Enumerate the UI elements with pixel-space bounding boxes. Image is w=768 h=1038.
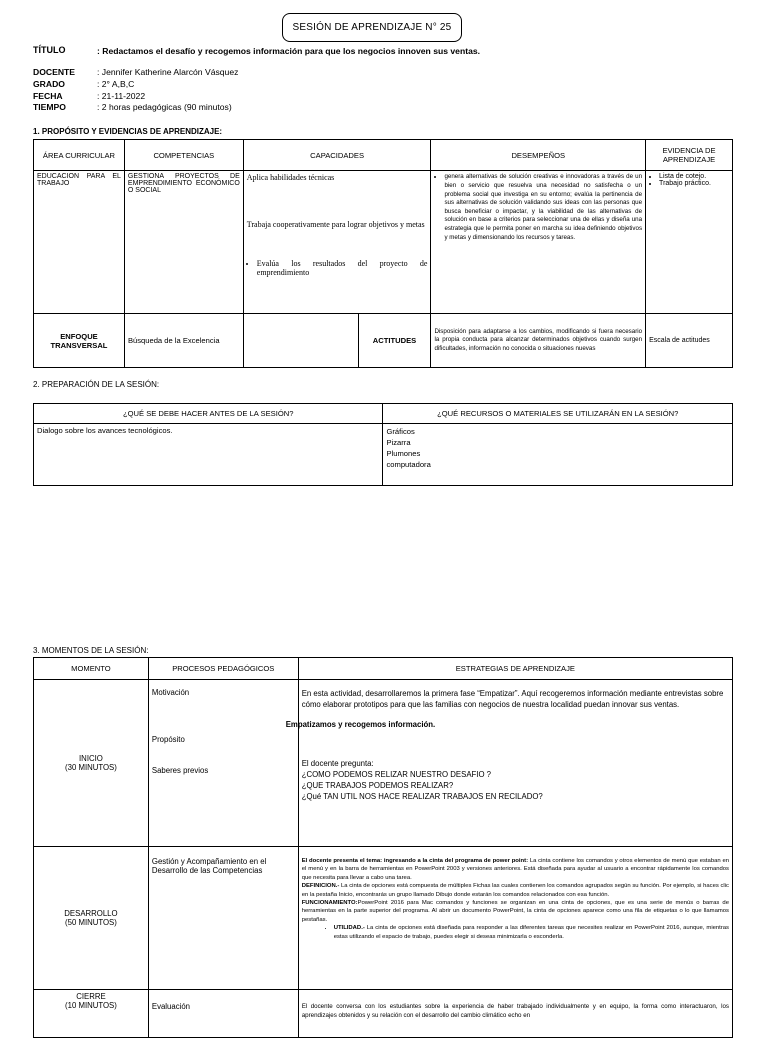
enfoque-value: Búsqueda de la Excelencia: [124, 314, 358, 368]
escala-cell: Escala de actitudes: [646, 314, 733, 368]
dev-bullet-bold: UTILIDAD.-: [333, 925, 365, 932]
dev-p1-text: La cinta contiene los comandos y otros elementos de menú que estaban en el menú y en la barra de herramientas en PowerPoint 2003 y versiones anteriores. Está diseñada para ayudar al usuario a encontrar rápidamente los comandos que necesita para llevar a cabo una tarea.: [301, 858, 729, 881]
dev-p3-bold: FUNCIONAMIENTO:: [301, 900, 358, 907]
recurso-item: computadora: [386, 460, 431, 469]
evidencia-1: • Lista de cotejo.: [659, 173, 729, 180]
recurso-item: Plumones: [386, 449, 421, 458]
area-cell: EDUCACION PARA EL TRABAJO: [34, 171, 125, 368]
section1-heading: 1. PROPÓSITO Y EVIDENCIAS DE APRENDIZAJE:: [33, 127, 223, 136]
recursos-cell: [383, 424, 733, 486]
motivacion-label: Motivación: [151, 688, 190, 697]
dev-p2-text: La cinta de opciones está compuesta de múltiples Fichas las cuales contienen los comandos agrupados según su función. Por ejemplo, si haces clic en la pestaña Inicio, encontrarás un grupo llamado Dibujo donde estarán los comandos relacionados con esa función.: [301, 883, 729, 898]
dev-p2-bold: DEFINICION.-: [301, 883, 340, 890]
header-evidencia: EVIDENCIA DE APRENDIZAJE: [646, 140, 733, 171]
tiempo-value: : 2 horas pedagógicas (90 minutos): [97, 102, 232, 112]
proposito-text: Empatizamos y recogemos información.: [285, 720, 436, 729]
motivacion-text: En esta actividad, desarrollaremos la primera fase “Empatizar”. Aquí recogeremos información mediante entrevistas sobre cómo elaborar prototipos para que las familias con negocios de nuestra localidad puedan innovar sus ventas.: [301, 689, 724, 709]
header-area: ÁREA CURRICULAR: [34, 140, 125, 171]
antes-cell: Dialogo sobre los avances tecnológicos.: [34, 424, 383, 486]
preparation-table: [33, 403, 733, 486]
saberes-label: Saberes previos: [151, 766, 209, 775]
cierre-cell: [34, 990, 149, 1038]
evaluacion-label: Evaluación: [148, 990, 298, 1038]
question-2: ¿QUE TRABAJOS PODEMOS REALIZAR?: [301, 781, 454, 790]
cierre-time: (10 MINUTOS): [65, 1001, 117, 1010]
titulo-value: : Redactamos el desafío y recogemos información para que los negocios innoven sus ventas.: [97, 46, 481, 56]
capacidad-1: Aplica habilidades técnicas: [246, 173, 335, 183]
header-antes: ¿QUÉ SE DEBE HACER ANTES DE LA SESIÓN?: [34, 404, 383, 424]
enfoque-label: ENFOQUE TRANSVERSAL: [34, 314, 125, 368]
cierre-text: El docente conversa con los estudiantes sobre la experiencia de haber trabajado individualmente y en equipo, la forma como interactuaron, los aprendizajes obtenidos y su relación con el desarrollo del cambio climático echo en: [298, 990, 732, 1038]
inicio-estrategias: [285, 680, 732, 847]
section3-heading: 3. MOMENTOS DE LA SESIÓN:: [33, 646, 149, 655]
recurso-item: Gráficos: [386, 427, 415, 436]
dev-paragraph-1: [302, 857, 729, 882]
desarrollo-cell: [34, 847, 149, 990]
docente-value: : Jennifer Katherine Alarcón Vásquez: [97, 67, 239, 77]
desempeno-text: • genera alternativas de solución creativas e innovadoras a través de un bien o servicio que resuelva una necesidad no satisfecha o un problema social que investiga en su entorno; evalúa la pertinencia de sus alternativas de solución validando sus ideas con las personas que busca beneficiar o impactar, y la viabilidad de las alternativas de solución en base a criterios para seleccionar una de ellas y diseña una estrategia que le permita poner en marcha su idea definiendo objetivos y metas y dimensionando los recursos y tareas.: [444, 173, 642, 242]
section2-heading: 2. PREPARACIÓN DE LA SESIÓN:: [33, 380, 160, 389]
grado-value: : 2° A,B,C: [97, 79, 135, 89]
docente-label: DOCENTE: [33, 67, 76, 77]
saberes-intro: El docente pregunta:: [301, 759, 374, 768]
capacidad-3: • Evalúa los resultados del proyecto de emprendimiento: [257, 259, 428, 277]
header-recursos: ¿QUÉ RECURSOS O MATERIALES SE UTILIZARÁN EN LA SESIÓN?: [383, 404, 733, 424]
header-desempenos: DESEMPEÑOS: [431, 140, 646, 171]
dev-bullet-text: La cinta de opciones está diseñada para responder a las diferentes tareas que necesites realizar en PowerPoint 2016, aunque, mientras estas utilizando el espacio de trabajo, puedes elegir si deseas minimizarla o esconderla.: [333, 925, 729, 940]
grado-label: GRADO: [33, 79, 65, 89]
header-procesos: PROCESOS PEDAGÓGICOS: [148, 658, 298, 680]
inicio-procesos: [148, 680, 298, 847]
question-3: ¿Qué TAN UTIL NOS HACE REALIZAR TRABAJOS EN RECILADO?: [301, 792, 543, 801]
inicio-time: (30 MINUTOS): [65, 763, 117, 772]
header-capacidades: CAPACIDADES: [243, 140, 431, 171]
inicio-label: INICIO: [79, 754, 103, 763]
desarrollo-estrategias: [298, 847, 732, 990]
dev-paragraph-3: [302, 899, 729, 924]
header-momento: MOMENTO: [34, 658, 149, 680]
header-estrategias: ESTRATEGIAS DE APRENDIZAJE: [298, 658, 732, 680]
actitudes-value: Disposición para adaptarse a los cambios, modificando si fuera necesario la propia conducta para alcanzar determinados objetivos cuando surgen dificultades, información no conocida o situaciones nuevas: [431, 314, 646, 368]
competencia-cell: GESTIONA PROYECTOS DE EMPRENDIMIENTO ECONÓMICO O SOCIAL: [124, 171, 243, 368]
dev-p3-text: PowerPoint 2016 para Mac comandos y funciones se organizan en una cinta de opciones, que es una serie de menús o barras de herramientas en la parte superior del programa. Al abrir un documento PowerPoint, la cinta de opciones aparece como una fila de etiquetas o lo que llamamos pestañas.: [301, 900, 729, 923]
titulo-label: TÍTULO: [33, 45, 66, 55]
evidencia-2: • Trabajo práctico.: [659, 180, 729, 187]
moments-table: [33, 657, 733, 1038]
desarrollo-label: DESARROLLO: [64, 909, 118, 918]
dev-bullet: [334, 924, 729, 941]
recurso-item: Pizarra: [386, 438, 411, 447]
desarrollo-time: (50 MINUTOS): [65, 918, 117, 927]
dev-paragraph-2: [302, 882, 729, 899]
header-competencias: COMPETENCIAS: [124, 140, 243, 171]
fecha-label: FECHA: [33, 91, 63, 101]
cierre-label: CIERRE: [76, 992, 106, 1001]
fecha-value: : 21-11-2022: [97, 91, 146, 101]
inicio-cell: [34, 680, 149, 847]
session-title: SESIÓN DE APRENDIZAJE N° 25: [282, 13, 462, 42]
question-1: ¿COMO PODEMOS RELIZAR NUESTRO DESAFIO ?: [301, 770, 492, 779]
proposito-label: Propósito: [151, 735, 185, 744]
actitudes-label: ACTITUDES: [358, 314, 431, 368]
capacidad-2: Trabaja cooperativamente para lograr objetivos y metas: [246, 220, 425, 230]
tiempo-label: TIEMPO: [33, 102, 66, 112]
dev-p1-bold: El docente presenta el tema: ingresando a la cinta del programa de power point:: [301, 858, 529, 864]
enfoque-table: [33, 313, 733, 368]
gestion-cell: Gestión y Acompañamiento en el Desarrollo de las Competencias: [148, 847, 298, 990]
